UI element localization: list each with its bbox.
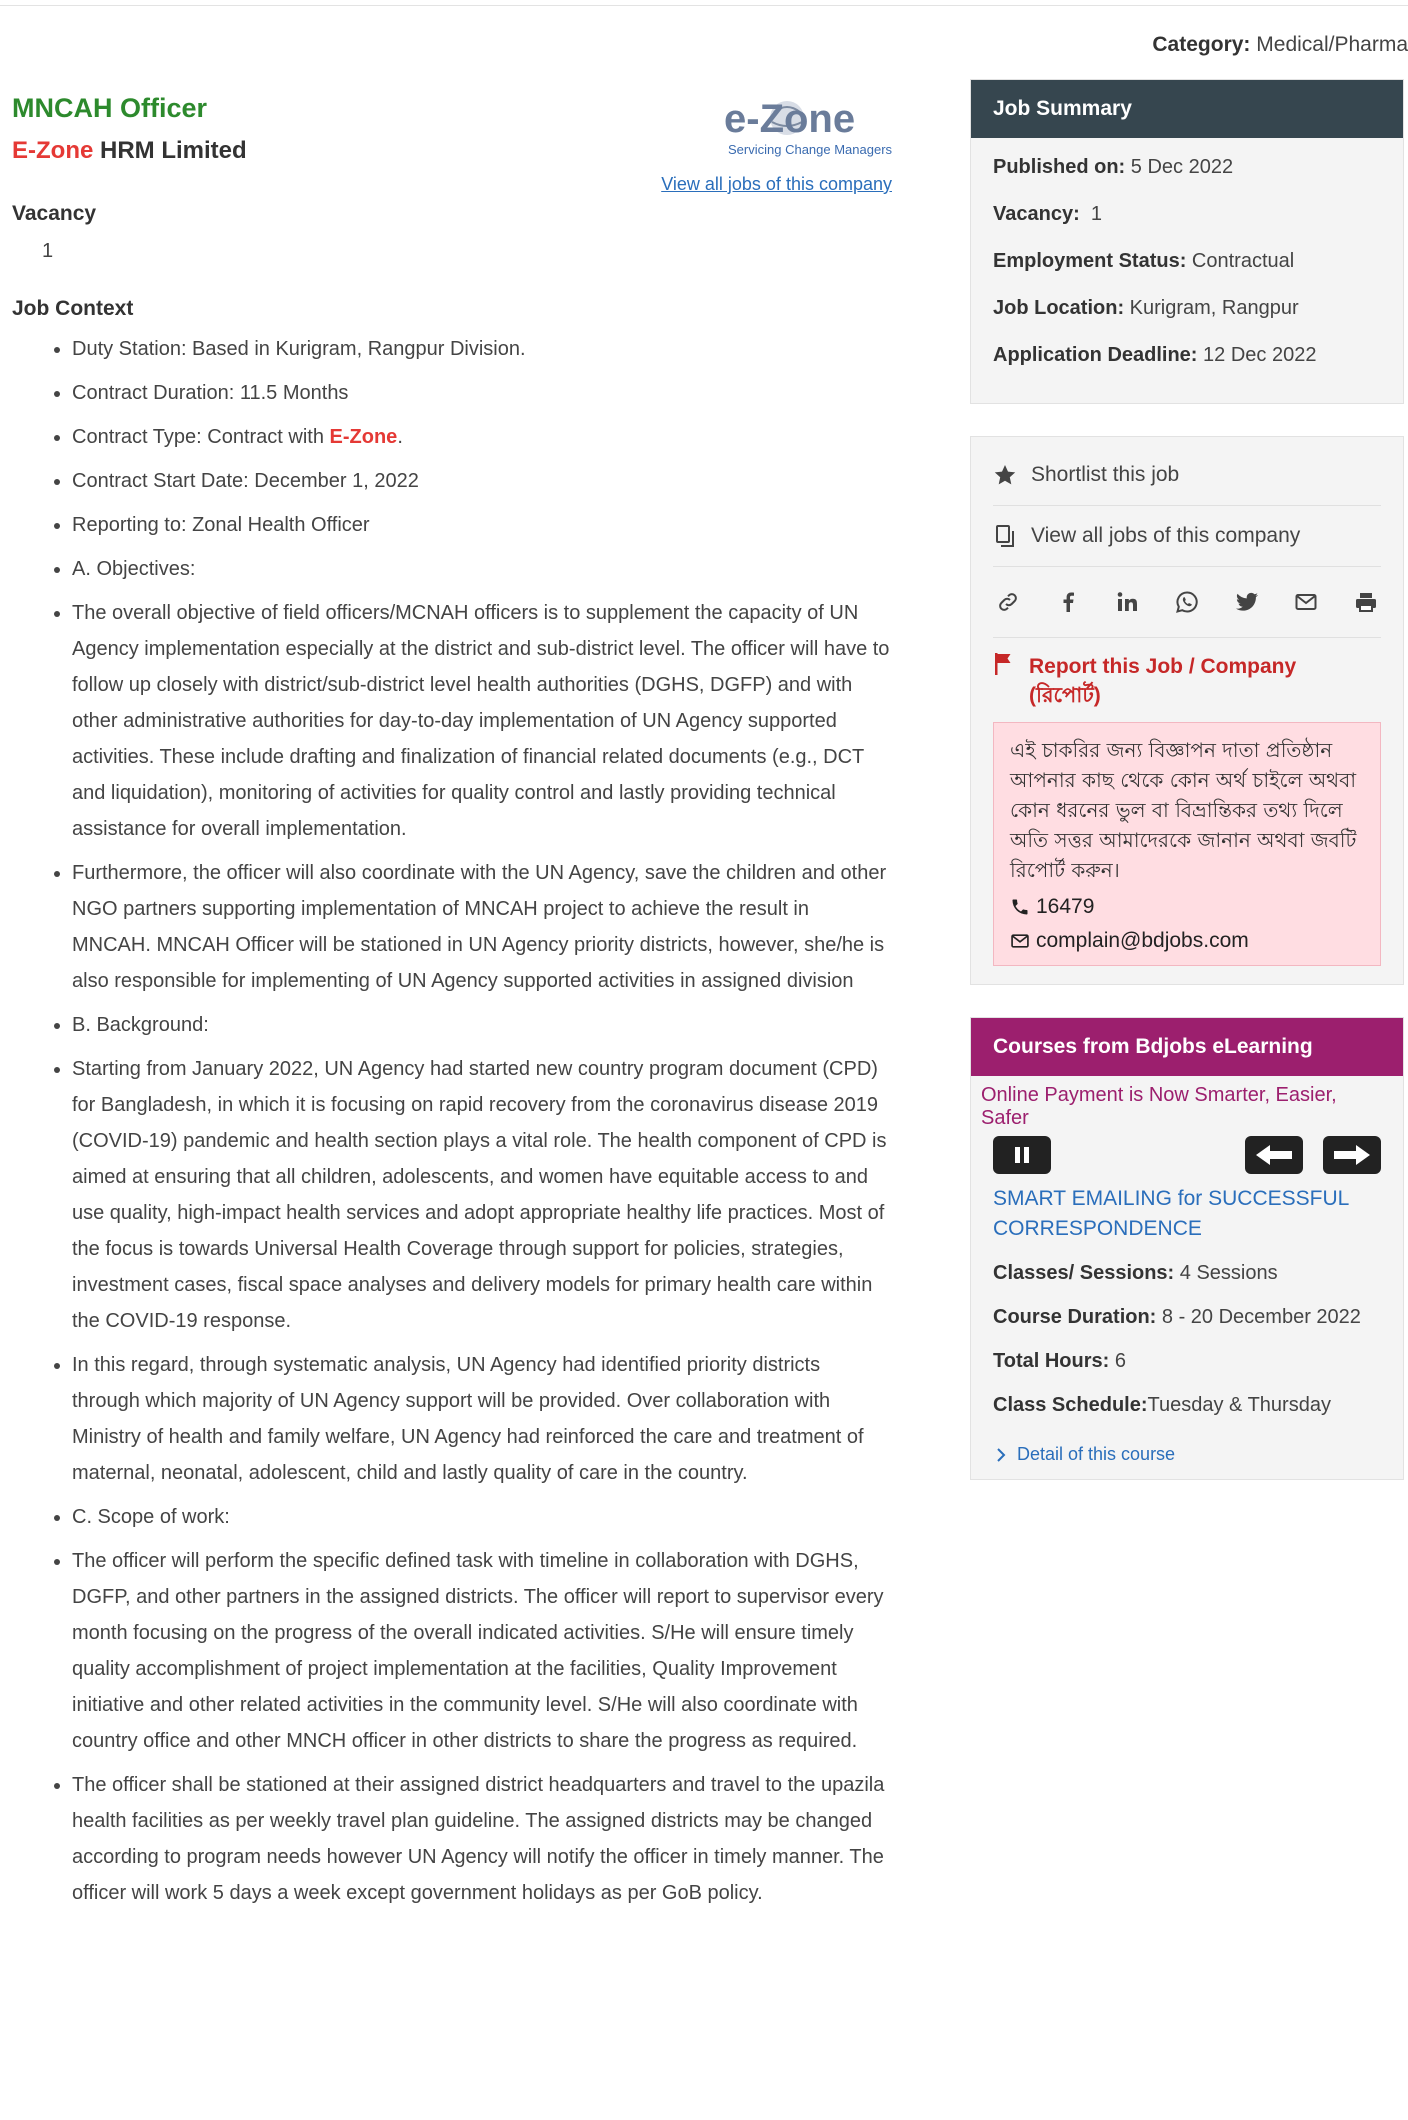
course-detail-link[interactable] [993,1444,1381,1465]
complaint-phone [1010,895,1364,919]
course-hours-label: Total Hours: [993,1350,1110,1372]
pause-button[interactable] [993,1136,1051,1174]
courses-heading: Courses from Bdjobs eLearning [971,1018,1403,1076]
category-value: Medical/Pharma [1256,33,1408,56]
course-sessions [993,1262,1381,1292]
link-icon[interactable] [993,587,1023,617]
summary-vacancy-value: 1 [1090,203,1102,225]
complaint-email [1010,929,1364,953]
arrow-right-icon [1332,1143,1372,1167]
summary-status [993,250,1381,297]
report-label-bangla: (রিপোর্ট) [1029,684,1101,707]
job-actions-panel [970,436,1404,985]
job-summary-heading: Job Summary [971,80,1403,138]
summary-deadline-value: 12 Dec 2022 [1203,344,1317,366]
summary-location [993,297,1381,344]
course-sessions-label: Classes/ Sessions: [993,1262,1175,1284]
list-item: • Starting from January 2022, UN Agency had started new country program document (CPD) for Bangladesh, in which it is focusing on rapid recovery from the coronavirus disease 2019 (COVID-19) pandemic and health section plays a vital role. The health component of CPD is aimed at ensuring that all children, adolescents, and women have equitable access to and use quality, high-impact health services and adopt appropriate healthy life practices. Most of the focus is towards Universal Health Coverage through support for policies, strategies, investment cases, fiscal space analyses and delivery models for primary health care within the COVID-19 response. [72,1051,892,1339]
summary-status-label: Employment Status: [993,250,1187,272]
job-summary-panel [970,79,1404,404]
facebook-icon[interactable] [1053,587,1083,617]
course-detail-label: Detail of this course [1017,1444,1176,1464]
list-item [72,419,892,455]
job-title: MNCAH Officer [12,93,208,123]
category-label: Category: [1152,33,1251,56]
course-hours-value: 6 [1114,1350,1126,1372]
view-all-jobs-button[interactable] [993,506,1381,567]
list-item: • Contract Start Date: December 1, 2022 [72,463,892,499]
logo-brand: e-Zone [724,97,856,141]
courses-panel [970,1017,1404,1480]
list-item: • Duty Station: Based in Kurigram, Rangpur Division. [72,331,892,367]
twitter-icon[interactable] [1232,587,1262,617]
list-item: • Contract Duration: 11.5 Months [72,375,892,411]
course-schedule [993,1394,1381,1424]
report-label: Report this Job / Company [1029,655,1297,678]
mail-icon[interactable] [1291,587,1321,617]
summary-status-value: Contractual [1191,250,1295,272]
course-title-link[interactable]: SMART EMAILING for SUCCESSFUL CORRESPONDENCE [993,1187,1349,1240]
fraud-warning-box [993,722,1381,966]
previous-button[interactable] [1245,1136,1303,1174]
list-item: • B. Background: [72,1007,892,1043]
company-name-rest: HRM Limited [93,137,247,164]
share-bar [993,567,1381,638]
summary-deadline [993,344,1381,391]
carousel-controls [993,1136,1381,1174]
summary-vacancy-label: Vacancy: [993,203,1080,225]
list-item: • The overall objective of field officers/MCNAH officers is to supplement the capacity of UN Agency implementation especially at the district and sub-district level. The officer will have to follow up closely with district/sub-district level health authorities (DGHS, DGFP) and with other administrative authorities for day-to-day implementation of UN Agency supported activities. These include drafting and finalization of financial related documents (e.g., DCT and liquidation), monitoring of activities for quality control and lastly providing technical assistance for overall implementation. [72,595,892,847]
top-divider [0,5,1408,6]
category-line [1152,33,1408,57]
vacancy-heading: Vacancy [12,202,97,225]
shortlist-label: Shortlist this job [1031,463,1180,486]
complaint-email-address: complain@bdjobs.com [1036,929,1249,952]
summary-published-value: 5 Dec 2022 [1130,156,1234,178]
summary-published-label: Published on: [993,156,1126,178]
company-name-accent: E-Zone [12,137,94,164]
pause-icon [1012,1145,1032,1165]
list-item: • In this regard, through systematic analysis, UN Agency had identified priority districts through which majority of UN Agency support will be provided. Over collaboration with Ministry of health and family welfare, UN Agency had reinforced the care and treatment of maternal, neonatal, adolescent, child and lastly quality of care in the country. [72,1347,892,1491]
course-duration-label: Course Duration: [993,1306,1157,1328]
course-sessions-value: 4 Sessions [1179,1262,1278,1284]
list-item: • The officer shall be stationed at their assigned district headquarters and travel to the upazila health facilities as per weekly travel plan guideline. The assigned districts may be changed according to program needs however UN Agency will notify the officer in timely manner. The officer will work 5 days a week except government holidays as per GoB policy. [72,1767,892,1911]
company-logo [712,94,912,158]
star-icon [993,463,1031,487]
summary-deadline-label: Application Deadline: [993,344,1198,366]
fraud-warning-text: এই চাকরির জন্য বিজ্ঞাপন দাতা প্রতিষ্ঠান আপনার কাছ থেকে কোন অর্থ চাইলে অথবা কোন ধরনের ভুল বা বিভ্রান্তিকর তথ্য দিলে অতি সত্তর আমাদেরকে জানান অথবা জবটি রিপোর্ট করুন। [1010,738,1357,882]
report-job-link[interactable] [993,638,1381,710]
summary-location-label: Job Location: [993,297,1125,319]
courses-tagline: Online Payment is Now Smarter, Easier, Safer [981,1084,1337,1129]
view-all-jobs-label: View all jobs of this company [1031,524,1301,547]
summary-location-value: Kurigram, Rangpur [1129,297,1299,319]
course-hours [993,1350,1381,1380]
list-item: • The officer will perform the specific defined task with timeline in collaboration with DGHS, DGFP, and other partners in the assigned districts. The officer will report to supervisor every month focusing on the progress of the overall indicated activities. S/He will ensure timely quality accomplishment of project implementation at the facilities, Quality Improvement initiative and other related activities in the community level. S/He will also coordinate with country office and other MNCH officer in other districts to share the progress as required. [72,1543,892,1759]
contract-type-suffix: . [397,426,403,448]
course-schedule-label: Class Schedule: [993,1394,1148,1416]
job-context-list [12,331,892,1911]
summary-published [993,156,1381,203]
job-details [12,88,892,1919]
linkedin-icon[interactable] [1112,587,1142,617]
view-all-jobs-link[interactable]: View all jobs of this company [661,174,892,194]
contract-type-text: Contract Type: Contract with [72,426,330,448]
flag-icon [993,652,1029,710]
logo-tagline: Servicing Change Managers [728,142,893,157]
job-context-heading: Job Context [12,297,134,320]
phone-icon [1010,897,1030,917]
course-schedule-value: Tuesday & Thursday [1147,1394,1331,1416]
course-duration-value: 8 - 20 December 2022 [1161,1306,1361,1328]
print-icon[interactable] [1351,587,1381,617]
sidebar [970,79,1404,1480]
list-item: • Reporting to: Zonal Health Officer [72,507,892,543]
list-item: • C. Scope of work: [72,1499,892,1535]
chevron-right-icon [993,1447,1009,1463]
summary-vacancy [993,203,1381,250]
whatsapp-icon[interactable] [1172,587,1202,617]
envelope-icon [1010,931,1030,951]
complaint-phone-number: 16479 [1036,895,1095,918]
copy-icon [993,524,1031,548]
shortlist-button[interactable] [993,445,1381,506]
vacancy-value: 1 [42,240,54,262]
list-item: • Furthermore, the officer will also coordinate with the UN Agency, save the children and other NGO partners supporting implementation of MNCAH project to achieve the result in MNCAH. MNCAH Officer will be stationed in UN Agency priority districts, however, she/he is also responsible for implementing of UN Agency supported activities in assigned division [72,855,892,999]
next-button[interactable] [1323,1136,1381,1174]
course-duration [993,1306,1381,1336]
contract-type-accent: E-Zone [329,426,398,448]
list-item: • A. Objectives: [72,551,892,587]
arrow-left-icon [1254,1143,1294,1167]
